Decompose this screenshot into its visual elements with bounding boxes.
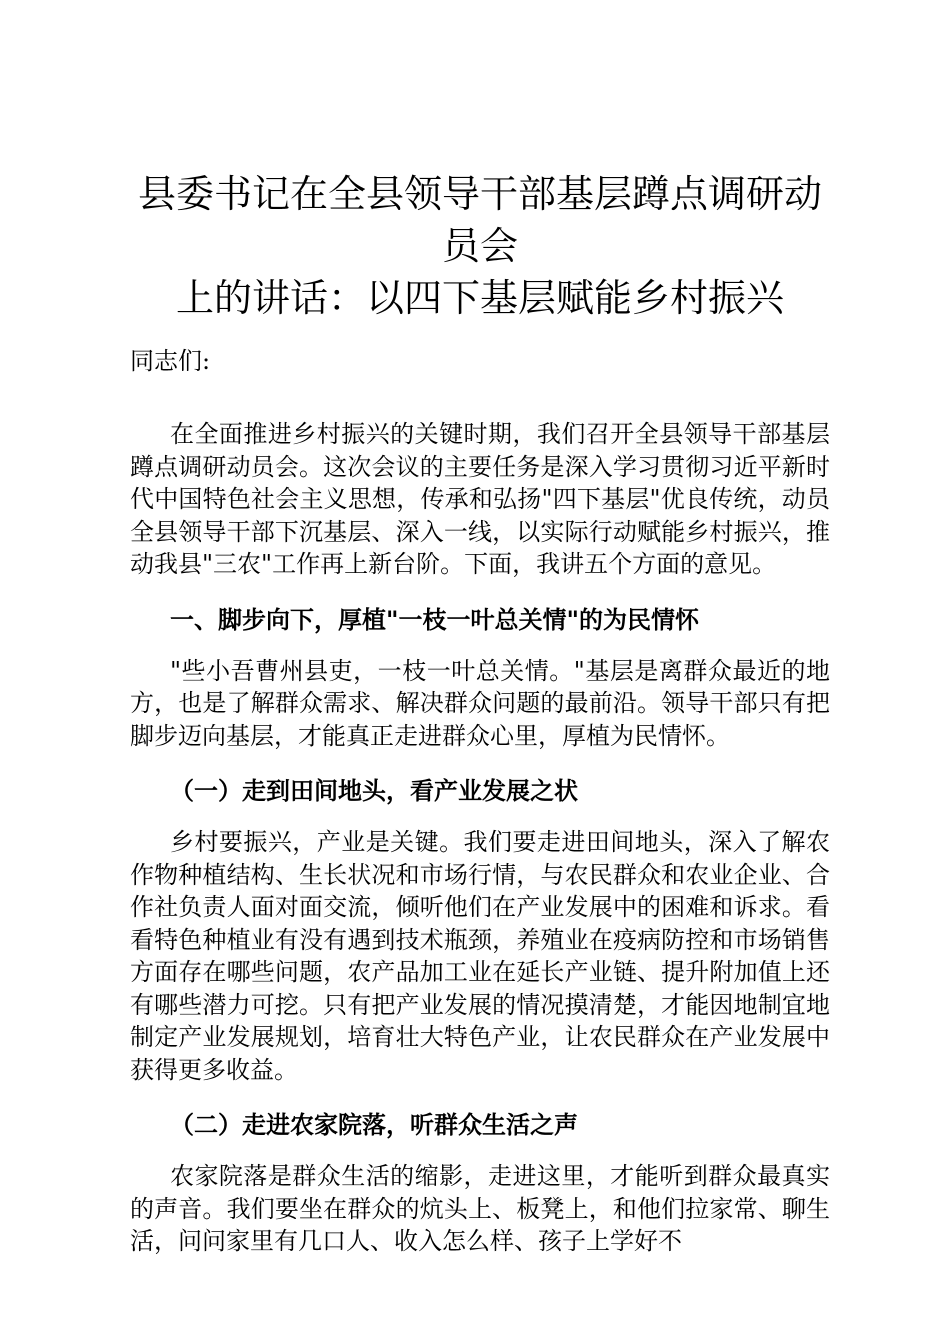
- section-1-heading: 一、脚步向下，厚植"一枝一叶总关情"的为民情怀: [170, 605, 700, 634]
- subsection-1-heading: （一）走到田间地头，看产业发展之状: [170, 777, 578, 805]
- subsection-2-paragraph: 农家院落是群众生活的缩影，走进这里，才能听到群众最真实的声音。我们要坐在群众的炕头上、板凳上，和他们拉家常、聊生活，问问家里有几口人、收入怎么样、孩子上学好不: [130, 1162, 830, 1255]
- title-line-2: 上的讲话：以四下基层赋能乡村振兴: [175, 276, 784, 320]
- title-line-1: 县委书记在全县领导干部基层蹲点调研动员会: [137, 172, 822, 268]
- intro-paragraph: 在全面推进乡村振兴的关键时期，我们召开全县领导干部基层蹲点调研动员会。这次会议的主要任务是深入学习贯彻习近平新时代中国特色社会主义思想，传承和弘扬"四下基层"优良传统，动员全县领导干部下沉基层、深入一线，以实际行动赋能乡村振兴，推动我县"三农"工作再上新台阶。下面，我讲五个方面的意见。: [130, 420, 830, 578]
- section-1-paragraph: "些小吾曹州县吏，一枝一叶总关情。"基层是离群众最近的地方，也是了解群众需求、解决群众问题的最前沿。领导干部只有把脚步迈向基层，才能真正走进群众心里，厚植为民情怀。: [130, 656, 830, 750]
- greeting: 同志们:: [130, 347, 211, 375]
- document-title: [130, 168, 830, 324]
- subsection-2-heading: （二）走进农家院落，听群众生活之声: [170, 1111, 578, 1139]
- document-page: [130, 168, 830, 1258]
- subsection-1-paragraph: 乡村要振兴，产业是关键。我们要走进田间地头，深入了解农作物种植结构、生长状况和市场行情，与农民群众和农业企业、合作社负责人面对面交流，倾听他们在产业发展中的困难和诉求。看看特色种植业有没有遇到技术瓶颈，养殖业在疫病防控和市场销售方面存在哪些问题，农产品加工业在延长产业链、提升附加值上还有哪些潜力可挖。只有把产业发展的情况摸清楚，才能因地制宜地制定产业发展规划，培育壮大特色产业，让农民群众在产业发展中获得更多收益。: [130, 828, 830, 1084]
